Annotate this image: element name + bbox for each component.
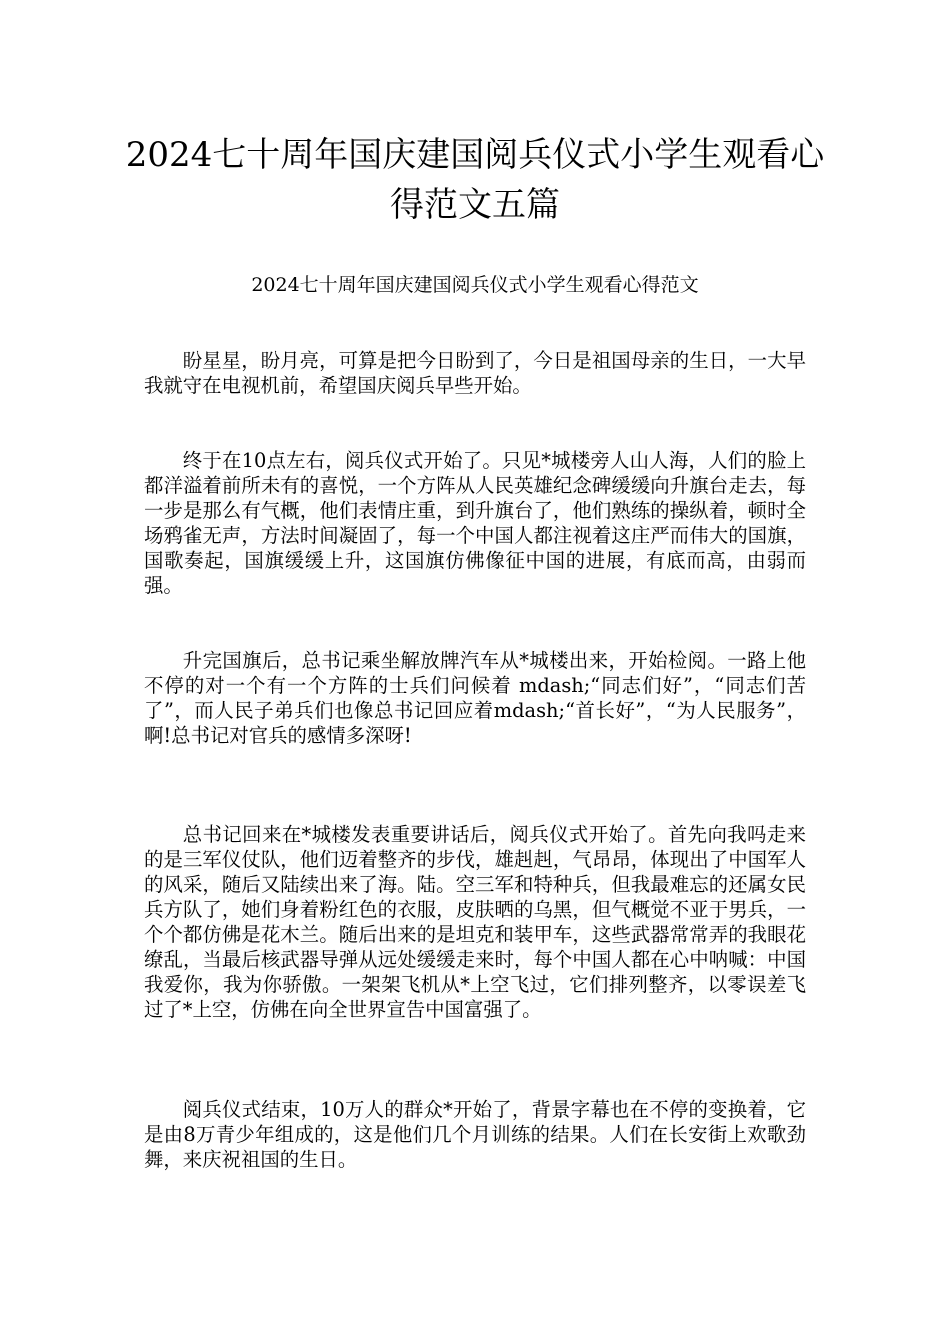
paragraph-4: 总书记回来在*城楼发表重要讲话后，阅兵仪式开始了。首先向我吗走来的是三军仪仗队，他们迈着整齐的步伐，雄赳赳，气昂昂，体现出了中国军人的风采，随后又陆续出来了海。陆。空三军和特种兵，但我最难忘的还属女民兵方队了，她们身着粉红色的衣服，皮肤晒的乌黑，但气概觉不亚于男兵，一个个都仿佛是花木兰。随后出来的是坦克和装甲车，这些武器常常弄的我眼花缭乱，当最后核武器导弹从远处缓缓走来时，每个中国人都在心中呐喊：中国我爱你，我为你骄傲。一架架飞机从*上空飞过，它们排列整齐，以零误差飞过了*上空，仿佛在向全世界宣告中国富强了。 <box>144 823 806 1021</box>
paragraph-2: 终于在10点左右，阅兵仪式开始了。只见*城楼旁人山人海，人们的脸上都洋溢着前所未有的喜悦，一个方阵从人民英雄纪念碑缓缓向升旗台走去，每一步是那么有气概，他们表情庄重，到升旗台了，他们熟练的操纵着，顿时全场鸦雀无声，方法时间凝固了，每一个中国人都注视着这庄严而伟大的国旗，国歌奏起，国旗缓缓上升，这国旗仿佛像征中国的进展，有底而高，由弱而强。 <box>144 449 806 597</box>
paragraph-1: 盼星星，盼月亮，可算是把今日盼到了，今日是祖国母亲的生日，一大早我就守在电视机前，希望国庆阅兵早些开始。 <box>144 349 806 397</box>
document-title: 2024七十周年国庆建国阅兵仪式小学生观看心得范文五篇 <box>125 135 825 225</box>
paragraph-3: 升完国旗后，总书记乘坐解放牌汽车从*城楼出来，开始检阅。一路上他不停的对一个有一个方阵的士兵们问候着 mdash;“同志们好”，“同志们苦了”，而人民子弟兵们也像总书记回应着mdash;“首长好”，“为人民服务”，啊!总书记对官兵的感情多深呀! <box>144 649 806 747</box>
paragraph-5: 阅兵仪式结束，10万人的群众*开始了，背景字幕也在不停的变换着，它是由8万青少年组成的，这是他们几个月训练的结果。人们在长安街上欢歌劲舞，来庆祝祖国的生日。 <box>144 1098 806 1171</box>
document-subtitle: 2024七十周年国庆建国阅兵仪式小学生观看心得范文 <box>251 274 699 296</box>
